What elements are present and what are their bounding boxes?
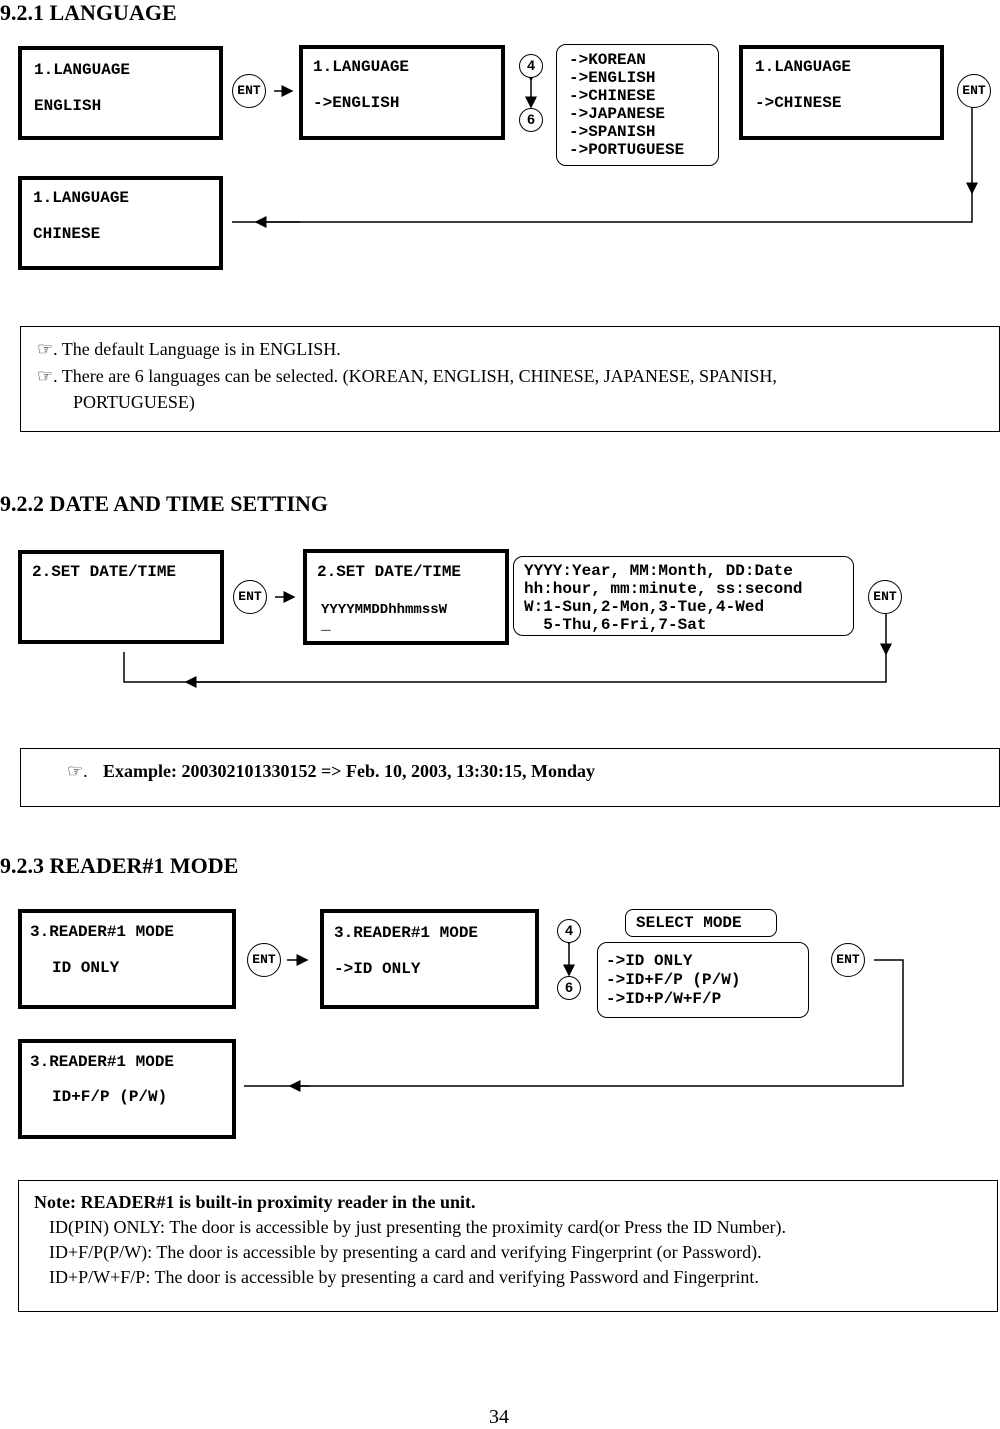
note-line: ID+F/P(P/W): The door is accessible by presenting a card and verifying Fingerprint (or Password). xyxy=(49,1242,762,1262)
option-item: ->ID ONLY xyxy=(606,952,693,970)
option-item: ->ID+P/W+F/P xyxy=(606,990,722,1008)
note-box-reader xyxy=(18,1180,998,1312)
lcd-line: 1.LANGUAGE xyxy=(34,61,131,79)
note-line: ID(PIN) ONLY: The door is accessible by just presenting the proximity card(or Press the ID Number). xyxy=(49,1217,787,1237)
page-number: 34 xyxy=(489,1406,509,1428)
lcd-line: CHINESE xyxy=(33,225,101,243)
section-heading-reader: 9.2.3 READER#1 MODE xyxy=(0,853,239,878)
lcd-line: 1.LANGUAGE xyxy=(313,58,410,76)
lcd-line: ID ONLY xyxy=(52,959,120,977)
lcd-line: 3.READER#1 MODE xyxy=(30,923,175,941)
option-item: ->JAPANESE xyxy=(569,105,666,123)
lcd-line: 1.LANGUAGE xyxy=(33,189,130,207)
ent-key-icon: ENT xyxy=(233,580,267,614)
lcd-line: ID+F/P (P/W) xyxy=(52,1088,168,1106)
note-box-datetime xyxy=(20,748,1000,807)
lcd-line: 3.READER#1 MODE xyxy=(30,1053,175,1071)
option-item: ->SPANISH xyxy=(569,123,656,141)
note-box-language xyxy=(20,326,1000,432)
legend-line: 5-Thu,6-Fri,7-Sat xyxy=(524,616,707,634)
lcd-reader-screen-3 xyxy=(18,1039,236,1139)
lcd-reader-screen-1 xyxy=(18,909,236,1009)
lcd-line: 1.LANGUAGE xyxy=(755,58,852,76)
lcd-reader-screen-2 xyxy=(320,909,539,1009)
lcd-line: ->CHINESE xyxy=(755,94,842,112)
section-heading-language: 9.2.1 LANGUAGE xyxy=(0,0,177,25)
lcd-line: 2.SET DATE/TIME xyxy=(317,563,462,581)
lcd-language-screen-3 xyxy=(739,45,944,140)
reader-mode-options-list xyxy=(597,942,809,1018)
ent-key-icon: ENT xyxy=(868,580,902,614)
lcd-line: YYYYMMDDhhmmssW xyxy=(321,602,448,618)
lcd-language-screen-2 xyxy=(299,45,505,140)
legend-line: hh:hour, mm:minute, ss:second xyxy=(524,580,803,598)
lcd-line: 3.READER#1 MODE xyxy=(334,924,479,942)
lcd-line: ENGLISH xyxy=(34,97,102,115)
legend-line: YYYY:Year, MM:Month, DD:Date xyxy=(524,562,793,580)
lcd-language-screen-4 xyxy=(18,176,223,270)
ent-key-icon: ENT xyxy=(247,943,281,977)
option-item: ->CHINESE xyxy=(569,87,656,105)
lcd-line: 2.SET DATE/TIME xyxy=(32,563,177,581)
lcd-line: ->ENGLISH xyxy=(313,94,400,112)
option-item: ->KOREAN xyxy=(569,51,646,69)
section-heading-datetime: 9.2.2 DATE AND TIME SETTING xyxy=(0,491,329,516)
option-item: ->ID+F/P (P/W) xyxy=(606,971,741,989)
key-6-icon: 6 xyxy=(519,108,543,132)
ent-key-icon: ENT xyxy=(232,74,266,108)
lcd-language-screen-1 xyxy=(18,46,223,140)
select-mode-label xyxy=(625,909,777,937)
ent-key-icon: ENT xyxy=(831,943,865,977)
option-item: ->PORTUGUESE xyxy=(569,141,685,159)
select-mode-text: SELECT MODE xyxy=(636,914,742,932)
key-4-icon: 4 xyxy=(557,919,581,943)
lcd-datetime-screen-2 xyxy=(303,549,509,645)
key-4-icon: 4 xyxy=(519,54,543,78)
note-example: Example: 200302101330152 => Feb. 10, 2003, 13:30:15, Monday xyxy=(103,761,596,781)
lcd-datetime-screen-1 xyxy=(18,550,224,644)
note-line: ID+P/W+F/P: The door is accessible by presenting a card and verifying Password and Fingerprint. xyxy=(49,1267,759,1287)
option-item: ->ENGLISH xyxy=(569,69,656,87)
datetime-format-legend xyxy=(513,556,854,636)
key-6-icon: 6 xyxy=(557,976,581,1000)
note-title: Note: READER#1 is built-in proximity reader in the unit. xyxy=(34,1192,476,1212)
note-line: PORTUGUESE) xyxy=(73,392,195,412)
note-line: ☞. There are 6 languages can be selected. (KOREAN, ENGLISH, CHINESE, JAPANESE, SPANISH, xyxy=(37,366,777,386)
note-line: ☞. The default Language is in ENGLISH. xyxy=(37,339,341,359)
lcd-line: ->ID ONLY xyxy=(334,960,421,978)
note-symbol: ☞. xyxy=(67,761,88,781)
language-options-list xyxy=(556,44,719,166)
legend-line: W:1-Sun,2-Mon,3-Tue,4-Wed xyxy=(524,598,765,616)
ent-key-icon: ENT xyxy=(957,74,991,108)
lcd-cursor: _ xyxy=(321,616,331,634)
